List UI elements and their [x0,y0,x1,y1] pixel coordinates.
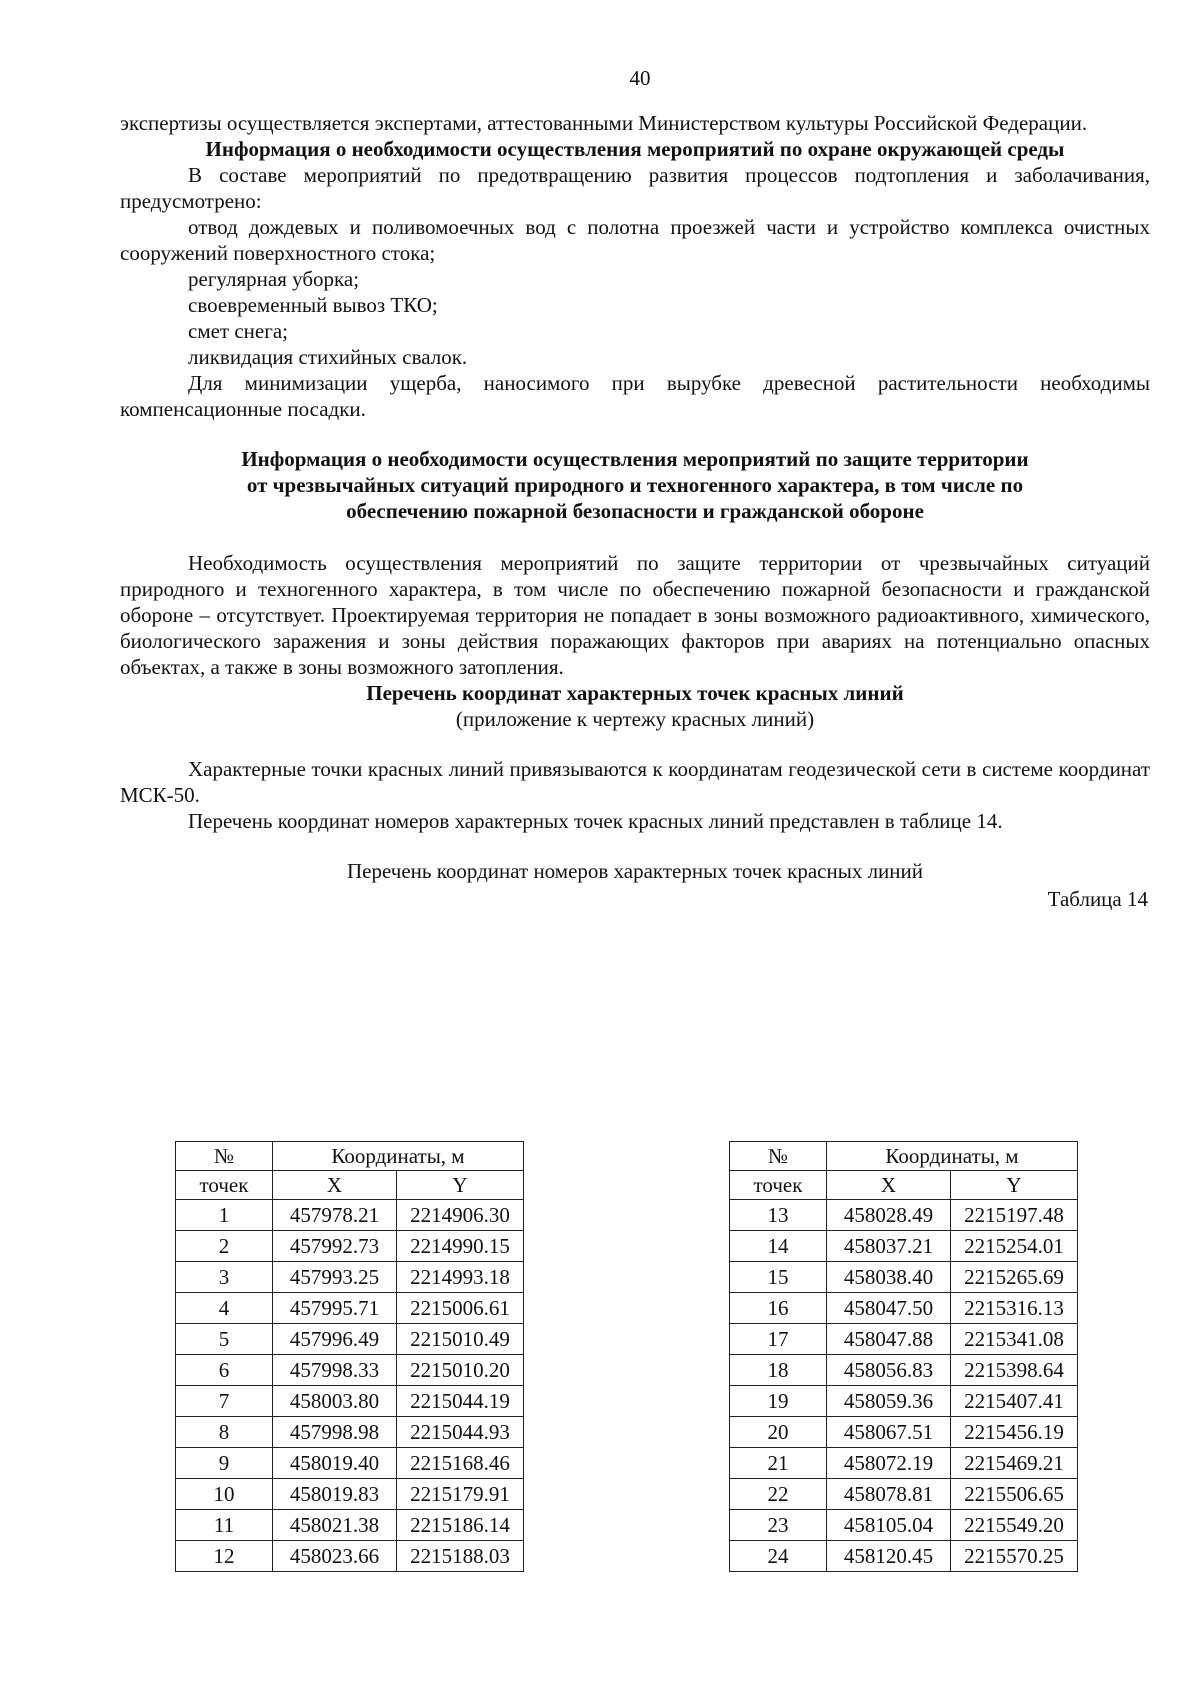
header-points: точек [730,1171,827,1200]
y-coordinate-cell: 2215456.19 [951,1417,1078,1448]
table-body-left [176,1200,524,1572]
header-coordinates: Координаты, м [827,1142,1078,1171]
y-coordinate-cell: 2215010.49 [397,1324,524,1355]
table-row [730,1200,1078,1231]
y-coordinate-cell: 2215006.61 [397,1293,524,1324]
point-number-cell: 4 [176,1293,273,1324]
x-coordinate-cell: 458120.45 [827,1541,951,1572]
intro-paragraph: экспертизы осуществляется экспертами, аттестованными Министерством культуры Российской Федерации. [120,111,1088,135]
y-coordinate-cell: 2215197.48 [951,1200,1078,1231]
table-number: Таблица 14 [1047,887,1148,911]
x-coordinate-cell: 457992.73 [273,1231,397,1262]
point-number-cell: 12 [176,1541,273,1572]
y-coordinate-cell: 2215179.91 [397,1479,524,1510]
point-number-cell: 5 [176,1324,273,1355]
x-coordinate-cell: 458072.19 [827,1448,951,1479]
y-coordinate-cell: 2214906.30 [397,1200,524,1231]
coordinates-table-right [729,1141,1078,1572]
table-caption: Перечень координат номеров характерных точек красных линий [346,859,924,883]
point-number-cell: 7 [176,1386,273,1417]
section-coordinates-para2: Перечень координат номеров характерных точек красных линий представлен в таблице 14. [188,809,1003,833]
header-number: № [730,1142,827,1171]
y-coordinate-cell: 2215570.25 [951,1541,1078,1572]
x-coordinate-cell: 457996.49 [273,1324,397,1355]
section-emergency-body: Необходимость осуществления мероприятий по защите территории от чрезвычайных ситуаций природного и техногенного характера, в том числе по обеспечению пожарной безопасности и гражданской обороне – отсутствует. Проектируемая территория не попадает в зоны возможного радиоактивного, химического, биологического заражения и зоны действия поражающих факторов при авариях на потенциально опасных объектах, а также в зоны возможного затопления. [120,551,1150,679]
table-row [176,1262,524,1293]
y-coordinate-cell: 2215044.93 [397,1417,524,1448]
x-coordinate-cell: 458003.80 [273,1386,397,1417]
coordinates-table-left [175,1141,524,1572]
x-coordinate-cell: 457995.71 [273,1293,397,1324]
list-item: ликвидация стихийных свалок. [188,345,468,369]
table-row [730,1541,1078,1572]
x-coordinate-cell: 458047.88 [827,1324,951,1355]
y-coordinate-cell: 2215341.08 [951,1324,1078,1355]
table-row [176,1479,524,1510]
table-row [730,1231,1078,1262]
x-coordinate-cell: 458019.83 [273,1479,397,1510]
y-coordinate-cell: 2215188.03 [397,1541,524,1572]
point-number-cell: 2 [176,1231,273,1262]
x-coordinate-cell: 458067.51 [827,1417,951,1448]
section-emergency-title-line: от чрезвычайных ситуаций природного и техногенного характера, в том числе по [246,473,1024,497]
x-coordinate-cell: 458105.04 [827,1510,951,1541]
table-row [730,1479,1078,1510]
y-coordinate-cell: 2215044.19 [397,1386,524,1417]
point-number-cell: 24 [730,1541,827,1572]
y-coordinate-cell: 2215469.21 [951,1448,1078,1479]
point-number-cell: 13 [730,1200,827,1231]
table-row [176,1355,524,1386]
y-coordinate-cell: 2215254.01 [951,1231,1078,1262]
point-number-cell: 8 [176,1417,273,1448]
section-emergency-title [120,446,1150,524]
y-coordinate-cell: 2215506.65 [951,1479,1078,1510]
list-item: регулярная уборка; [188,267,360,291]
point-number-cell: 17 [730,1324,827,1355]
table-row [730,1262,1078,1293]
x-coordinate-cell: 458059.36 [827,1386,951,1417]
y-coordinate-cell: 2215186.14 [397,1510,524,1541]
table-row [176,1386,524,1417]
point-number-cell: 18 [730,1355,827,1386]
y-coordinate-cell: 2215316.13 [951,1293,1078,1324]
x-coordinate-cell: 458047.50 [827,1293,951,1324]
table-row [176,1448,524,1479]
header-points: точек [176,1171,273,1200]
table-row [176,1417,524,1448]
x-coordinate-cell: 458028.49 [827,1200,951,1231]
x-coordinate-cell: 457978.21 [273,1200,397,1231]
y-coordinate-cell: 2215010.20 [397,1355,524,1386]
header-coordinates: Координаты, м [273,1142,524,1171]
x-coordinate-cell: 457998.33 [273,1355,397,1386]
point-number-cell: 3 [176,1262,273,1293]
section-coordinates-para1: Характерные точки красных линий привязываются к координатам геодезической сети в системе координат МСК-50. [120,757,1150,807]
section-environment-closing: Для минимизации ущерба, наносимого при вырубке древесной растительности необходимы компенсационные посадки. [120,371,1150,421]
document-body [120,110,1150,912]
point-number-cell: 14 [730,1231,827,1262]
table-row [730,1417,1078,1448]
x-coordinate-cell: 458037.21 [827,1231,951,1262]
page-number: 40 [629,66,651,90]
header-y: Y [951,1171,1078,1200]
section-environment-lead: В составе мероприятий по предотвращению развития процессов подтопления и заболачивания, предусмотрено: [120,163,1150,213]
section-coordinates-title: Перечень координат характерных точек красных линий [366,681,904,705]
point-number-cell: 22 [730,1479,827,1510]
table-body-right [730,1200,1078,1572]
y-coordinate-cell: 2215549.20 [951,1510,1078,1541]
y-coordinate-cell: 2215407.41 [951,1386,1078,1417]
table-row [176,1510,524,1541]
point-number-cell: 1 [176,1200,273,1231]
x-coordinate-cell: 458023.66 [273,1541,397,1572]
table-row [730,1293,1078,1324]
y-coordinate-cell: 2215398.64 [951,1355,1078,1386]
table-row [176,1293,524,1324]
table-row [176,1200,524,1231]
point-number-cell: 21 [730,1448,827,1479]
section-coordinates-subtitle: (приложение к чертежу красных линий) [455,707,815,731]
header-number: № [176,1142,273,1171]
header-x: X [827,1171,951,1200]
x-coordinate-cell: 458019.40 [273,1448,397,1479]
y-coordinate-cell: 2215168.46 [397,1448,524,1479]
section-emergency-title-line: Информация о необходимости осуществления мероприятий по защите территории [241,447,1029,471]
point-number-cell: 10 [176,1479,273,1510]
point-number-cell: 9 [176,1448,273,1479]
point-number-cell: 16 [730,1293,827,1324]
y-coordinate-cell: 2214990.15 [397,1231,524,1262]
header-y: Y [397,1171,524,1200]
x-coordinate-cell: 458021.38 [273,1510,397,1541]
x-coordinate-cell: 458038.40 [827,1262,951,1293]
point-number-cell: 6 [176,1355,273,1386]
table-row [730,1324,1078,1355]
section-emergency-title-line: обеспечению пожарной безопасности и гражданской обороне [346,499,924,523]
x-coordinate-cell: 457993.25 [273,1262,397,1293]
x-coordinate-cell: 458078.81 [827,1479,951,1510]
header-x: X [273,1171,397,1200]
table-row [176,1231,524,1262]
table-row [176,1324,524,1355]
point-number-cell: 11 [176,1510,273,1541]
table-row [730,1355,1078,1386]
table-row [730,1448,1078,1479]
x-coordinate-cell: 457998.98 [273,1417,397,1448]
point-number-cell: 15 [730,1262,827,1293]
point-number-cell: 20 [730,1417,827,1448]
list-item: отвод дождевых и поливомоечных вод с полотна проезжей части и устройство комплекса очистных сооружений поверхностного стока; [120,215,1150,265]
table-row [730,1510,1078,1541]
y-coordinate-cell: 2214993.18 [397,1262,524,1293]
x-coordinate-cell: 458056.83 [827,1355,951,1386]
section-environment-title: Информация о необходимости осуществления мероприятий по охране окружающей среды [205,137,1065,161]
point-number-cell: 23 [730,1510,827,1541]
y-coordinate-cell: 2215265.69 [951,1262,1078,1293]
table-row [176,1541,524,1572]
point-number-cell: 19 [730,1386,827,1417]
list-item: своевременный вывоз ТКО; [188,293,438,317]
list-item: смет снега; [188,319,289,343]
coordinates-tables [0,1141,1200,1581]
table-row [730,1386,1078,1417]
